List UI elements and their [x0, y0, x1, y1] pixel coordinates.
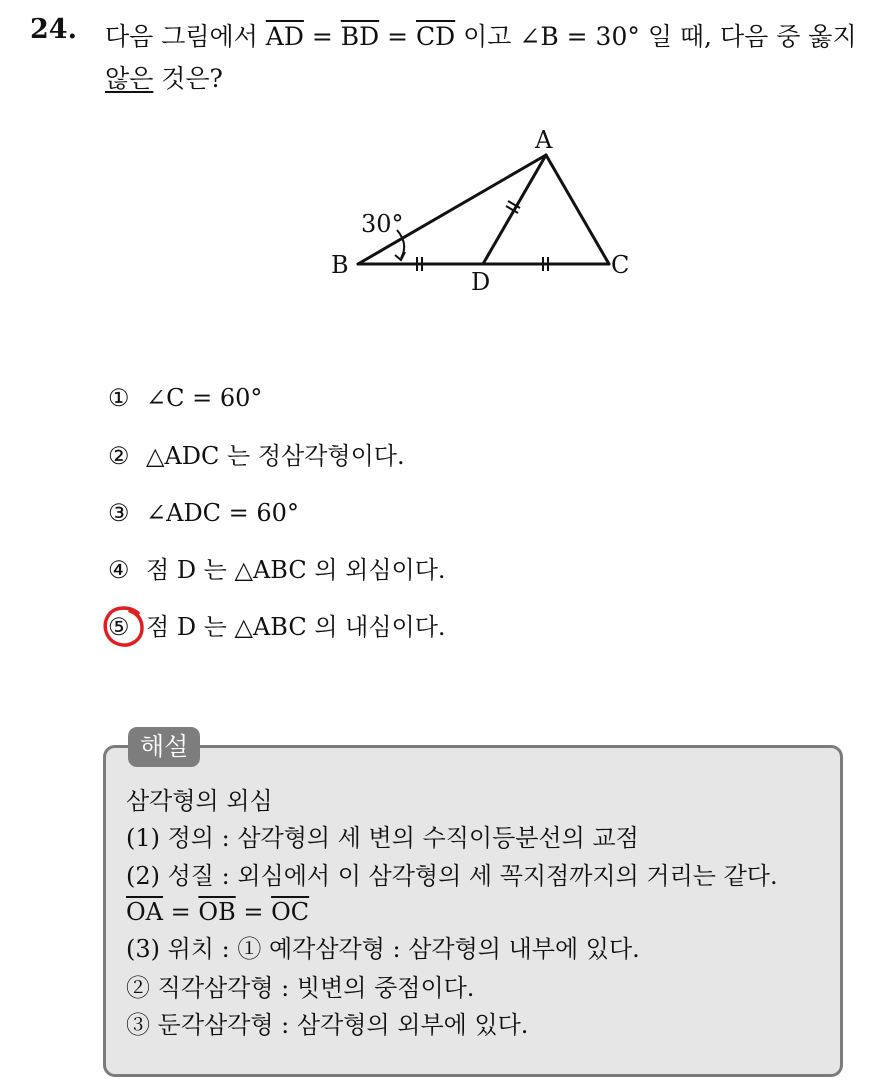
- choice-2-text: △ADC 는 정삼각형이다.: [146, 442, 405, 470]
- choice-3-text: ∠ADC = 60°: [146, 499, 299, 527]
- choice-3-mark: ③: [108, 499, 130, 527]
- label-d: D: [471, 268, 491, 296]
- choice-5-mark: ⑤: [108, 613, 130, 641]
- question-text-part1: 다음 그림에서: [105, 22, 266, 51]
- label-c: C: [611, 251, 630, 279]
- explanation-property: (2) 성질 : 외심에서 이 삼각형의 세 꼭지점까지의 거리는 같다.: [126, 862, 778, 890]
- segment-ad-line: [483, 155, 546, 264]
- choice-2[interactable]: [108, 438, 405, 474]
- question-text: [105, 16, 875, 100]
- angle-label: 30°: [361, 210, 404, 238]
- segment-oc: $\overline{OC}$: [271, 898, 310, 926]
- segment-cd: $\overline{CD}$: [416, 22, 456, 51]
- choice-4-mark: ④: [108, 556, 130, 584]
- choice-5[interactable]: [108, 609, 446, 645]
- explanation-right-triangle: ② 직각삼각형 : 빗변의 중점이다.: [126, 974, 475, 1002]
- angle-arrow-b: [395, 252, 405, 260]
- equals-1: =: [303, 22, 341, 51]
- segment-ad: $\overline{AD}$: [265, 22, 304, 51]
- equation-eq-1: =: [163, 898, 199, 926]
- choice-1[interactable]: [108, 380, 262, 416]
- triangle-figure: [325, 118, 645, 298]
- question-text-part2: 이고 ∠B = 30° 일 때, 다음 중 옳지: [455, 22, 857, 51]
- explanation-position: (3) 위치 : ① 예각삼각형 : 삼각형의 내부에 있다.: [126, 935, 640, 963]
- choice-1-mark: ①: [108, 384, 130, 412]
- choice-4[interactable]: [108, 552, 446, 588]
- choice-5-text: 점 D 는 △ABC 의 내심이다.: [146, 613, 446, 641]
- segment-bd: $\overline{BD}$: [340, 22, 380, 51]
- explanation-definition: (1) 정의 : 삼각형의 세 변의 수직이등분선의 교점: [126, 824, 639, 852]
- answer-circle-mark: [100, 602, 148, 650]
- segment-ob: $\overline{OB}$: [198, 898, 236, 926]
- choice-2-mark: ②: [108, 442, 130, 470]
- explanation-obtuse-triangle: ③ 둔각삼각형 : 삼각형의 외부에 있다.: [126, 1011, 529, 1039]
- explanation-title: 삼각형의 외심: [126, 787, 273, 815]
- question-number: 24.: [30, 14, 77, 45]
- side-ac: [546, 155, 609, 264]
- label-a: A: [535, 126, 553, 154]
- choice-3[interactable]: [108, 495, 299, 531]
- explanation-equation: [126, 894, 309, 930]
- equation-eq-2: =: [235, 898, 272, 926]
- question-text-part3: 것은?: [153, 64, 223, 93]
- choice-1-text: ∠C = 60°: [146, 384, 263, 412]
- choice-4-text: 점 D 는 △ABC 의 외심이다.: [146, 556, 446, 584]
- explanation-tag: 해설: [128, 727, 200, 767]
- underlined-word: 않은: [105, 64, 154, 93]
- equals-2: =: [379, 22, 417, 51]
- triangle-diagram: [325, 118, 645, 298]
- label-b: B: [331, 251, 349, 279]
- segment-oa: $\overline{OA}$: [126, 898, 164, 926]
